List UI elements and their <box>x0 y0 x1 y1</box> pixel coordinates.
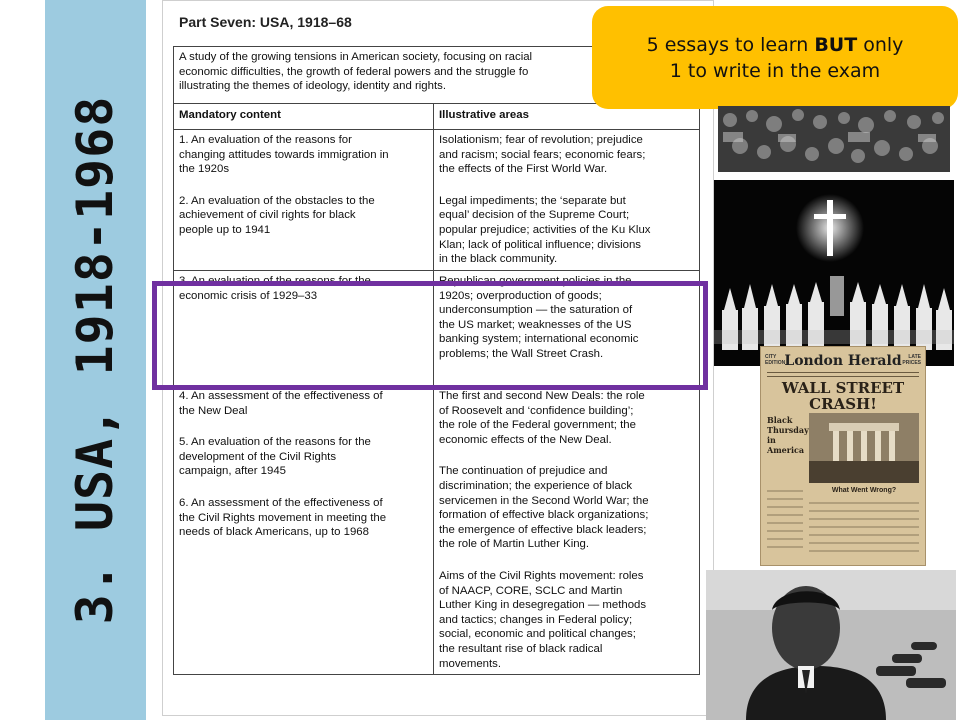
mandatory-content-cell <box>174 130 434 271</box>
entry-line: 5. An evaluation of the reasons for the <box>179 436 371 449</box>
entry-line: needs of black Americans, up to 1968 <box>179 526 369 539</box>
entry-line: The continuation of prejudice and <box>439 465 608 478</box>
entry-line: Aims of the Civil Rights movement: roles <box>439 569 644 582</box>
entry-line: the New Deal <box>179 404 248 417</box>
illustrative-areas-cell <box>434 386 700 675</box>
entry-line: movements. <box>439 657 502 670</box>
entry-line: social, economic and political changes; <box>439 628 636 641</box>
mandatory-entry <box>179 133 428 177</box>
entry-line: Klan; lack of political influence; divisions <box>439 238 641 251</box>
mandatory-entry <box>179 194 428 238</box>
klan-rally-photo <box>714 180 954 366</box>
entry-line: and racism; social fears; economic fears; <box>439 148 646 161</box>
entry-line: the Civil Rights movement in meeting the <box>179 511 387 524</box>
intro-line: economic difficulties, the growth of federal powers and the struggle fo <box>179 65 529 78</box>
martin-luther-king-photo <box>706 570 956 720</box>
newspaper-column <box>809 499 919 559</box>
intro-line: illustrating the themes of ideology, identity and rights. <box>179 80 446 93</box>
slide-title: 3. USA, 1918-1968 <box>66 95 124 625</box>
illustrative-areas-cell <box>434 130 700 271</box>
entry-line: servicemen in the Second World War; the <box>439 494 649 507</box>
entry-line: of NAACP, CORE, SCLC and Martin <box>439 584 623 597</box>
entry-line: 6. An assessment of the effectiveness of <box>179 496 383 509</box>
illustrative-entry <box>439 464 694 552</box>
entry-line: 1920s; overproduction of goods; <box>439 289 602 302</box>
illustrative-entry <box>439 569 694 671</box>
table-row <box>174 130 700 271</box>
entry-line: 4. An assessment of the effectiveness of <box>179 390 383 402</box>
illustrative-entry <box>439 133 694 177</box>
callout-line-2: 1 to write in the exam <box>669 59 881 82</box>
entry-line: the emergence of effective black leaders; <box>439 523 647 536</box>
entry-line: discrimination; the experience of black <box>439 479 633 492</box>
entry-line: equal’ decision of the Supreme Court; <box>439 209 630 222</box>
entry-line: the role of the Federal government; the <box>439 419 636 432</box>
newspaper-caption: What Went Wrong? <box>831 487 897 494</box>
entry-line: economic crisis of 1929–33 <box>179 289 318 302</box>
mandatory-entry <box>179 496 428 540</box>
column-header-mandatory: Mandatory content <box>174 104 434 130</box>
callout-line-1: 5 essays to learn BUT only <box>646 33 904 56</box>
newspaper-column <box>767 487 803 559</box>
entry-line: popular prejudice; activities of the Ku Klux <box>439 223 651 236</box>
mandatory-entry <box>179 435 428 479</box>
entry-line: changing attitudes towards immigration in <box>179 148 389 161</box>
entry-line: campaign, after 1945 <box>179 465 287 478</box>
crowd-photo <box>718 106 950 172</box>
entry-line: development of the Civil Rights <box>179 450 337 463</box>
entry-line: economic effects of the New Deal. <box>439 433 612 446</box>
entry-line: 2. An evaluation of the obstacles to the <box>179 194 375 207</box>
entry-line: in the black community. <box>439 253 558 266</box>
entry-line: the role of Martin Luther King. <box>439 538 590 551</box>
entry-line: Legal impediments; the ‘separate but <box>439 194 626 207</box>
newspaper-subhead: Black Thursday in America <box>767 415 809 455</box>
masthead-rule <box>767 372 919 377</box>
table-row <box>174 386 700 675</box>
column-header-illustrative: Illustrative areas <box>434 104 700 130</box>
entry-line: the 1920s <box>179 163 230 176</box>
intro-line: A study of the growing tensions in American society, focusing on racial <box>179 51 533 63</box>
entry-line: and tactics; changes in Federal policy; <box>439 613 633 626</box>
entry-line: achievement of civil rights for black <box>179 209 356 222</box>
entry-line: of Roosevelt and ‘confidence building’; <box>439 404 634 417</box>
callout-note <box>592 6 958 109</box>
entry-line: underconsumption — the saturation of <box>439 304 633 317</box>
entry-line: problems; the Wall Street Crash. <box>439 347 604 360</box>
newspaper-right-tag: LATE PRICES <box>902 354 921 366</box>
newspaper-left-tag: CITY EDITION <box>765 354 786 366</box>
highlight-box <box>152 281 708 390</box>
mandatory-content-cell <box>174 386 434 675</box>
newspaper-headline <box>761 380 925 412</box>
illustrative-entry <box>439 389 694 447</box>
entry-line: the effects of the First World War. <box>439 163 608 176</box>
entry-line: 3. An evaluation of the reasons for the <box>179 275 371 287</box>
entry-line: the resultant rise of black radical <box>439 642 603 655</box>
entry-line: 1. An evaluation of the reasons for <box>179 134 352 146</box>
entry-line: banking system; international economic <box>439 333 639 346</box>
headline-line: CRASH! <box>809 395 877 413</box>
entry-line: Isolationism; fear of revolution; prejudice <box>439 134 643 146</box>
entry-line: Luther King in desegregation — methods <box>439 599 647 612</box>
entry-line: The first and second New Deals: the role <box>439 390 645 402</box>
document-title: Part Seven: USA, 1918–68 <box>179 14 352 30</box>
illustrative-entry <box>439 194 694 267</box>
entry-line: Republican government policies in the <box>439 275 632 287</box>
newspaper-photo <box>809 413 919 483</box>
newspaper-image <box>760 346 926 566</box>
headline-line: WALL STREET <box>781 379 905 397</box>
entry-line: formation of effective black organizations; <box>439 509 649 522</box>
entry-line: people up to 1941 <box>179 223 271 236</box>
mandatory-entry <box>179 389 428 418</box>
entry-line: the US market; weaknesses of the US <box>439 318 632 331</box>
newspaper-masthead: London Herald <box>784 353 902 369</box>
